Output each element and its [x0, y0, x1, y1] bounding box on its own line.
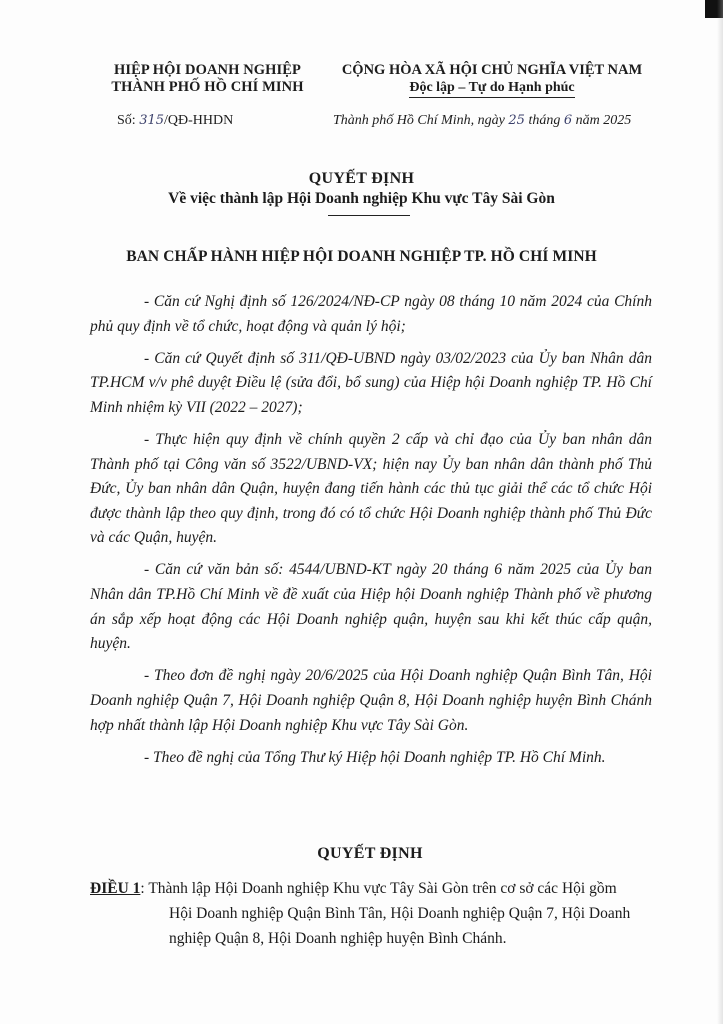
article-1-continuation: Hội Doanh nghiệp Quận Bình Tân, Hội Doanh nghiệp Quận 7, Hội Doanh nghiệp Quận 8, Hội Doanh nghiệp huyện Bình Chánh. [169, 905, 631, 947]
article-1-label: ĐIỀU 1 [90, 880, 141, 897]
national-header [322, 62, 662, 98]
date-month: 6 [563, 113, 573, 128]
basis-paragraph: - Căn cứ Quyết định số 311/QĐ-UBND ngày 03/02/2023 của Ủy ban Nhân dân TP.HCM v/v phê duyệt Điều lệ (sửa đổi, bổ sung) của Hiệp hội Doanh nghiệp TP. Hồ Chí Minh nhiệm kỳ VII (2022 – 2027); [90, 349, 652, 416]
doc-number-suffix: /QĐ-HHDN [164, 113, 234, 128]
date-day: 25 [508, 113, 525, 128]
basis-paragraph: - Thực hiện quy định về chính quyền 2 cấp và chỉ đạo của Ủy ban nhân dân Thành phố tại Công văn số 3522/UBND-VX; hiện nay Ủy ban nhân dân thành phố Thủ Đức, Ủy ban nhân dân Quận, huyện đang tiến hành các thủ tục giải thể các tổ chức Hội được thành lập theo quy định, trong đó có tổ chức Hội Doanh nghiệp thành phố Thủ Đức và các Quận, huyện. [90, 430, 652, 547]
legal-bases [90, 290, 652, 778]
title-divider [328, 215, 410, 216]
issuing-organization [100, 62, 315, 96]
document-subtitle: Về việc thành lập Hội Doanh nghiệp Khu vực Tây Sài Gòn [168, 190, 555, 207]
place-date-text: Thành phố Hồ Chí Minh, ngày [333, 113, 505, 128]
basis-paragraph: - Căn cứ Nghị định số 126/2024/NĐ-CP ngày 08 tháng 10 năm 2024 của Chính phủ quy định về tổ chức, hoạt động và quản lý hội; [90, 293, 652, 335]
basis-paragraph: - Theo đơn đề nghị ngày 20/6/2025 của Hội Doanh nghiệp Quận Bình Tân, Hội Doanh nghiệp Quận 7, Hội Doanh nghiệp Quận 8, Hội Doanh nghiệp huyện Bình Chánh hợp nhất thành lập Hội Doanh nghiệp Khu vực Tây Sài Gòn. [90, 667, 652, 734]
place-and-date [333, 113, 631, 129]
decision-heading: QUYẾT ĐỊNH [317, 845, 423, 862]
org-line-1: HIỆP HỘI DOANH NGHIỆP [114, 62, 301, 78]
date-month-label: tháng [528, 113, 561, 128]
document-number [117, 113, 233, 129]
national-title: CỘNG HÒA XÃ HỘI CHỦ NGHĨA VIỆT NAM [341, 62, 643, 78]
org-line-2: THÀNH PHỐ HỒ CHÍ MINH [111, 79, 304, 95]
basis-paragraph: - Theo đề nghị của Tổng Thư ký Hiệp hội Doanh nghiệp TP. Hồ Chí Minh. [144, 748, 606, 766]
date-year: năm 2025 [575, 113, 632, 128]
article-1 [90, 876, 650, 951]
article-1-colon: : [140, 880, 145, 897]
page-edge-shadow [717, 0, 723, 1024]
national-motto: Độc lập – Tự do Hạnh phúc [409, 79, 574, 98]
document-title: QUYẾT ĐỊNH [308, 170, 415, 187]
committee-heading: BAN CHẤP HÀNH HIỆP HỘI DOANH NGHIỆP TP. HỒ CHÍ MINH [126, 248, 597, 265]
doc-number-prefix: Số: [117, 113, 136, 128]
article-1-line-1: Thành lập Hội Doanh nghiệp Khu vực Tây Sài Gòn trên cơ sở các Hội gồm [148, 880, 617, 897]
doc-number-handwritten: 315 [139, 113, 165, 128]
basis-paragraph: - Căn cứ văn bản số: 4544/UBND-KT ngày 20 tháng 6 năm 2025 của Ủy ban Nhân dân TP.Hồ Chí Minh về đề xuất của Hiệp hội Doanh nghiệp Thành phố về phương án sắp xếp hoạt động các Hội Doanh nghiệp quận, huyện sau khi kết thúc cấp quận, huyện. [90, 561, 652, 653]
